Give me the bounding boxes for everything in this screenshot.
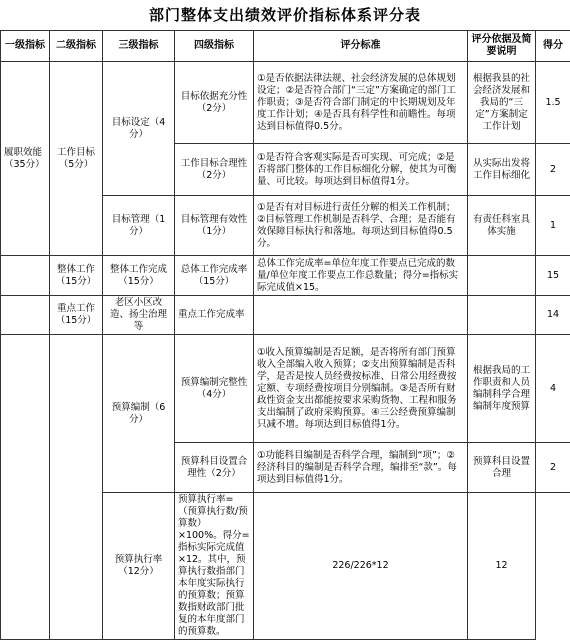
cell-score: 2 bbox=[536, 443, 570, 493]
cell-level1 bbox=[1, 296, 50, 335]
cell-level1 bbox=[1, 256, 50, 296]
cell-standard bbox=[254, 296, 468, 335]
page-title: 部门整体支出绩效评价指标体系评分表 bbox=[0, 4, 570, 25]
cell-basis: 226/226*12 bbox=[254, 493, 468, 640]
header-row bbox=[1, 31, 570, 62]
header-score: 得分 bbox=[536, 31, 570, 62]
header-standard: 评分标准 bbox=[254, 31, 468, 62]
cell-level4: 目标依据充分性（2分） bbox=[175, 62, 254, 144]
cell-standard: ①是否有对目标进行责任分解的相关工作机制；②目标管理工作机制是否科学、合理；是否能有效保障目标执行和落地。每项达到目标值得0.5分。 bbox=[254, 196, 468, 256]
cell-level4: 预算科目设置合理性（2分） bbox=[175, 443, 254, 493]
cell-standard: 总体工作完成率=单位年度工作要点已完成的数量/单位年度工作要点工作总数量；得分=指标实际完成值×15。 bbox=[254, 256, 468, 296]
cell-level4: 预算编制完整性（4分） bbox=[175, 335, 254, 443]
cell-score: 2 bbox=[536, 144, 570, 196]
cell-level4: 工作目标合理性（2分） bbox=[175, 144, 254, 196]
cell-level3: 整体工作完成（15分） bbox=[103, 256, 175, 296]
cell-score: 1 bbox=[536, 196, 570, 256]
cell-level1 bbox=[1, 335, 50, 640]
evaluation-table bbox=[0, 30, 570, 640]
cell-level2 bbox=[50, 335, 103, 640]
header-level3: 三级指标 bbox=[103, 31, 175, 62]
cell-score: 14 bbox=[536, 296, 570, 335]
cell-level1: 履职效能（35分） bbox=[1, 62, 50, 256]
cell-level3: 目标设定（4分） bbox=[103, 62, 175, 196]
cell-level4: 预算执行率（12分） bbox=[103, 493, 175, 640]
cell-level2: 整体工作（15分） bbox=[50, 256, 103, 296]
header-level4: 四级指标 bbox=[175, 31, 254, 62]
cell-standard: 预算执行率=（预算执行数/预算数）×100%。得分=指标实际完成值×12。其中，预算执行数指部门本年度实际执行的预算数；预算数指财政部门批复的本年度部门的预算数。 bbox=[175, 493, 254, 640]
cell-basis: 根据我县的社会经济发展和我局的“三定”方案制定工作计划 bbox=[468, 62, 536, 144]
table-row bbox=[1, 256, 570, 296]
cell-standard: ①是否依据法律法规、社会经济发展的总体规划设定；②是否符合部门“三定”方案确定的部门工作职责；③是否符合部门制定的中长期规划及年度工作计划；④是否具有科学性和前瞻性。每项达到目标值得0.5分。 bbox=[254, 62, 468, 144]
cell-level3: 目标管理（1分） bbox=[103, 196, 175, 256]
cell-standard: ①功能科目编制是否科学合理，编制到“项”；②经济科目的编制是否科学合理，编排至“款”。每项达到目标值得1分。 bbox=[254, 443, 468, 493]
cell-level2: 重点工作（15分） bbox=[50, 296, 103, 335]
cell-level4: 目标管理有效性（1分） bbox=[175, 196, 254, 256]
cell-standard: ①收入预算编制是否足额，是否将所有部门预算收入全部编入收入预算；②支出预算编制是否科学，是否是按人员经费按标准、日常公用经费按定额、专项经费按项目分别编制。③是否所有财政性资金支出都能按要求采购货物、工程和服务支出编制了政府采购预算。④三公经费预算编制只减不增。每项达到目标值得1分。 bbox=[254, 335, 468, 443]
cell-level3: 老区小区改造、扬尘治理等 bbox=[103, 296, 175, 335]
table-row bbox=[1, 335, 570, 443]
cell-score: 15 bbox=[536, 256, 570, 296]
header-level1: 一级指标 bbox=[1, 31, 50, 62]
cell-basis bbox=[468, 256, 536, 296]
table-row bbox=[1, 296, 570, 335]
header-level2: 二级指标 bbox=[50, 31, 103, 62]
cell-standard: ①是否符合客观实际是否可实现、可完成；②是否将部门整体的工作目标细化分解，使其为可衡量、可比较。每项达到目标值得1分。 bbox=[254, 144, 468, 196]
cell-basis: 有责任科室具体实施 bbox=[468, 196, 536, 256]
cell-score: 4 bbox=[536, 335, 570, 443]
header-basis: 评分依据及简要说明 bbox=[468, 31, 536, 62]
cell-score: 1.5 bbox=[536, 62, 570, 144]
cell-level3: 预算编制（6分） bbox=[103, 335, 175, 493]
cell-basis bbox=[468, 296, 536, 335]
table-row bbox=[1, 62, 570, 144]
cell-level4: 重点工作完成率 bbox=[175, 296, 254, 335]
cell-basis: 预算科目设置合理 bbox=[468, 443, 536, 493]
cell-level4: 总体工作完成率（15分） bbox=[175, 256, 254, 296]
cell-basis: 根据我局的工作职责和人员编制科学合理编制年度预算 bbox=[468, 335, 536, 443]
cell-level2: 工作目标（5分） bbox=[50, 62, 103, 256]
cell-score: 12 bbox=[468, 493, 536, 640]
cell-basis: 从实际出发将工作目标细化 bbox=[468, 144, 536, 196]
